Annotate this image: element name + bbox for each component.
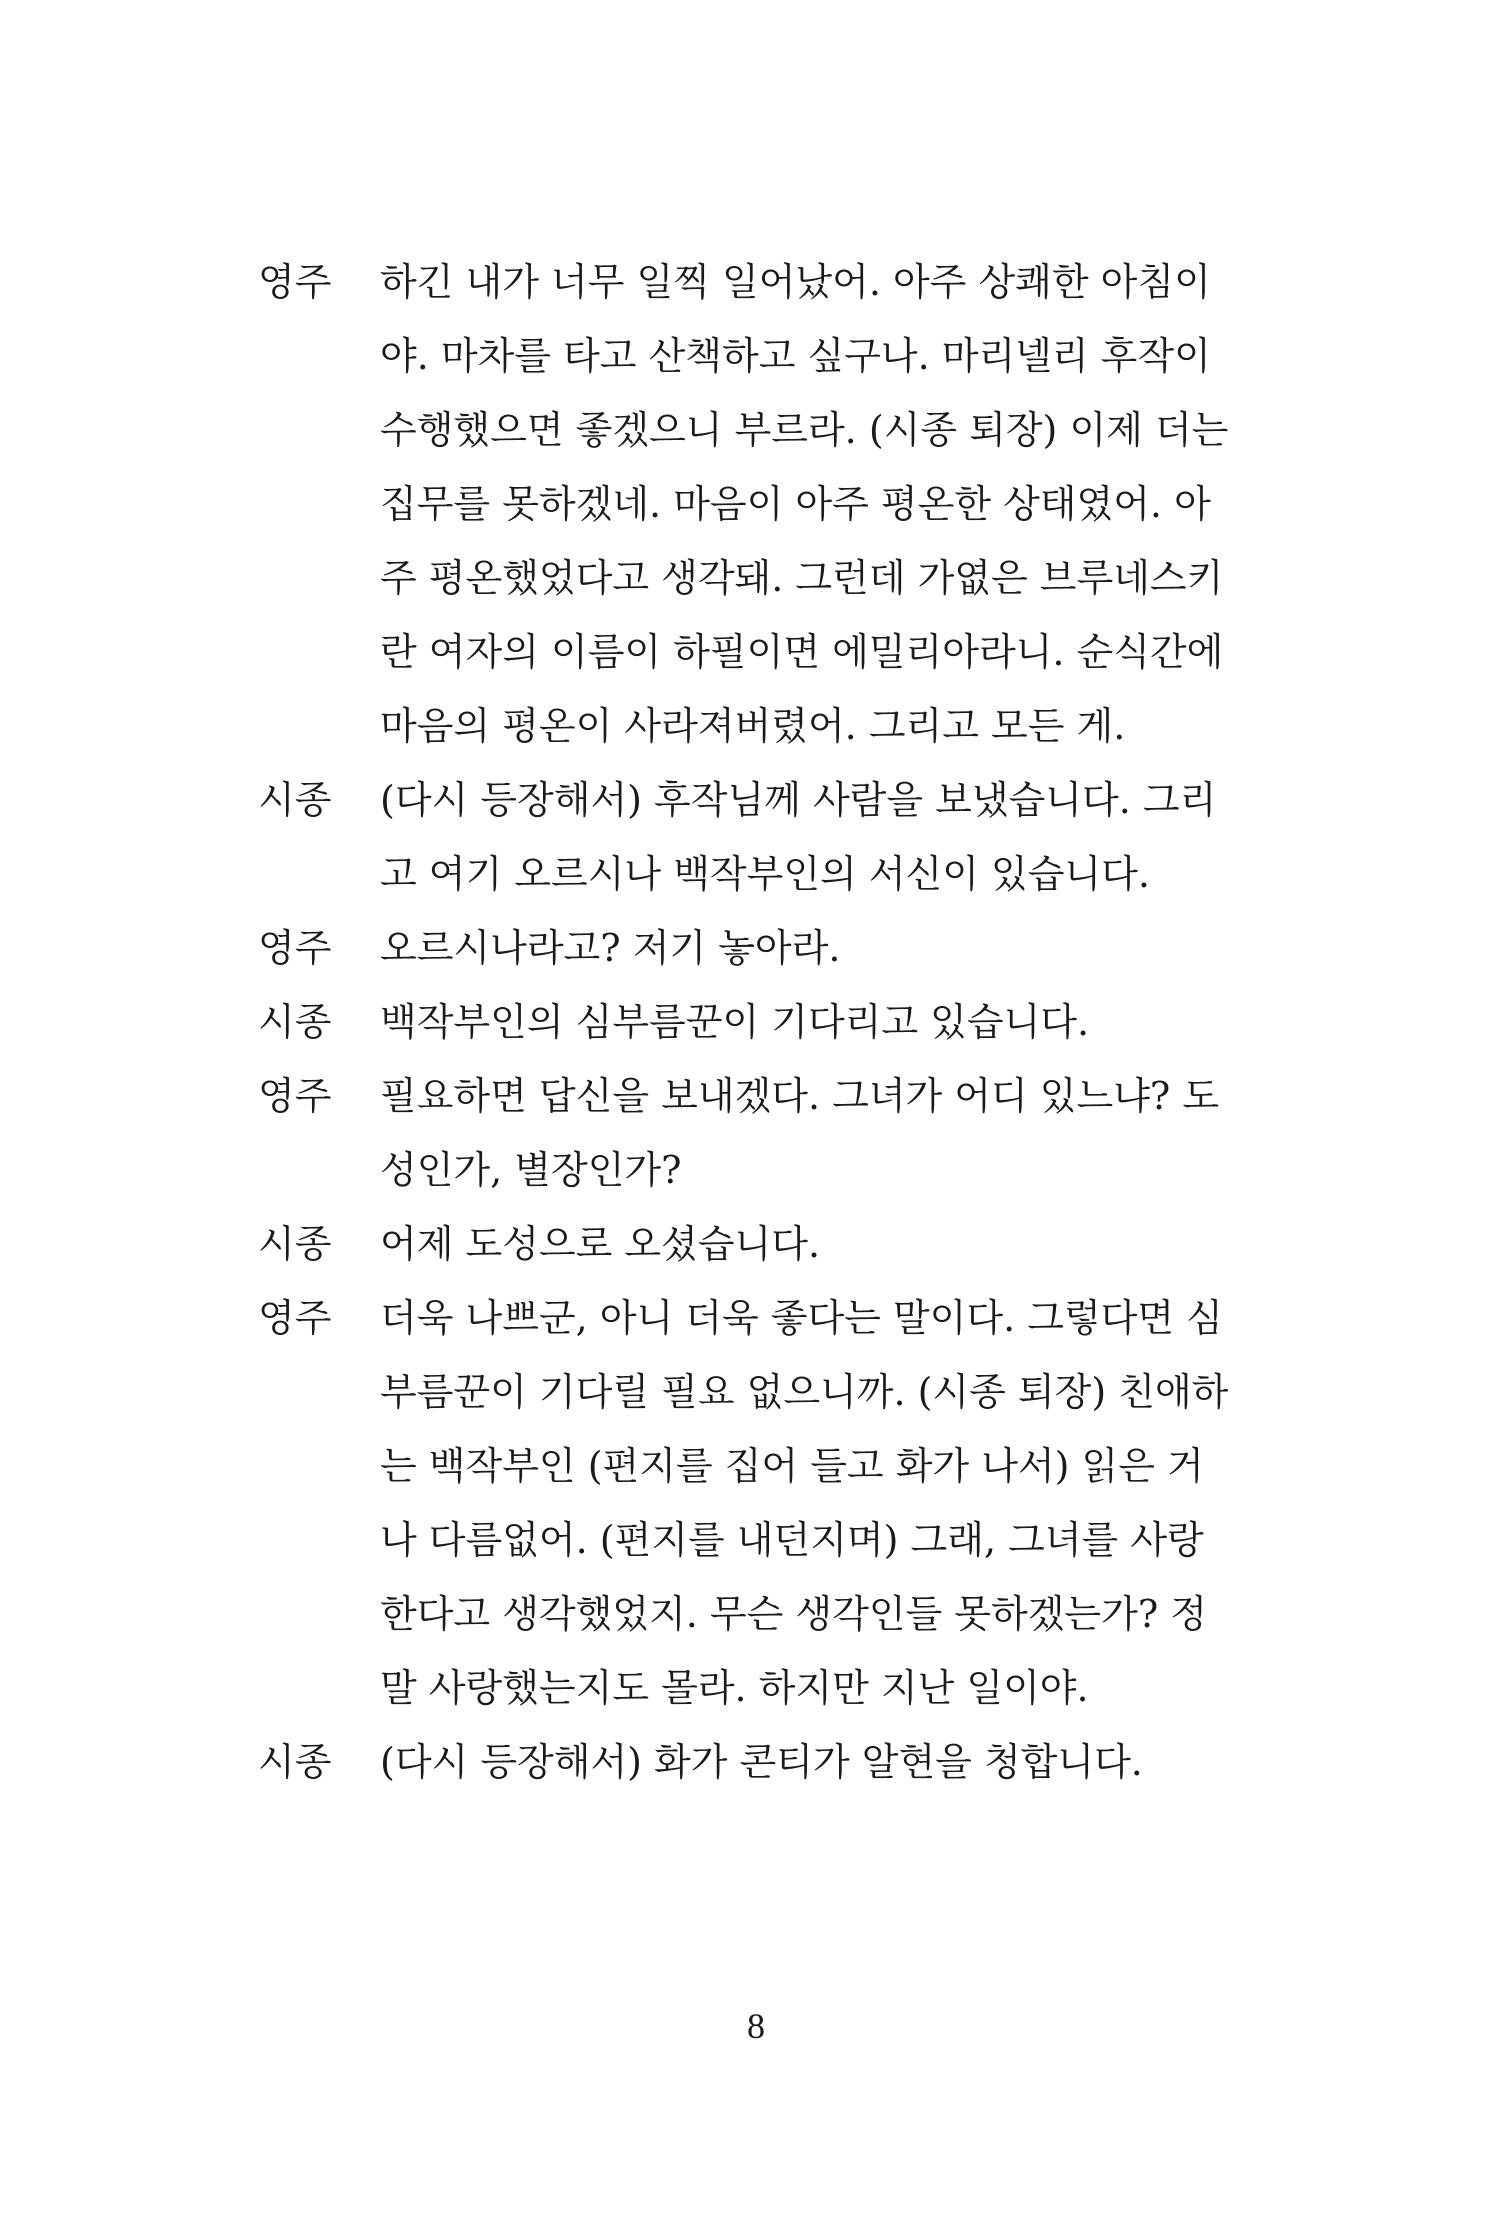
dialogue-entry: [258, 1059, 1258, 1207]
dialogue-text: [380, 763, 1258, 911]
speaker-name: 영주: [258, 260, 332, 304]
dialogue-text: [380, 1059, 1258, 1207]
dialogue-line: 오르시나라고? 저기 놓아라.: [380, 926, 841, 970]
dialogue-line: 필요하면 답신을 보내겠다. 그녀가 어디 있느냐? 도: [380, 1074, 1220, 1118]
dialogue-line: 부름꾼이 기다릴 필요 없으니까. (시종 퇴장) 친애하: [380, 1370, 1229, 1414]
dialogue-line: 나 다름없어. (편지를 내던지며) 그래, 그녀를 사랑: [380, 1518, 1204, 1562]
dialogue-line: 는 백작부인 (편지를 집어 들고 화가 나서) 읽은 거: [380, 1444, 1204, 1488]
speaker-name: 영주: [258, 926, 332, 970]
dialogue-line: 성인가, 별장인가?: [380, 1148, 682, 1192]
dialogue-line: 주 평온했었다고 생각돼. 그런데 가엾은 브루네스키: [380, 556, 1224, 600]
dialogue-text: [380, 1207, 1258, 1281]
dialogue-line: 어제 도성으로 오셨습니다.: [380, 1222, 821, 1266]
speaker-name: 시종: [258, 1000, 332, 1044]
page-number: 8: [747, 2006, 765, 2046]
play-script: [258, 245, 1258, 1799]
speaker-name: 영주: [258, 1296, 332, 1340]
dialogue-entry: [258, 1207, 1258, 1281]
dialogue-line: (다시 등장해서) 화가 콘티가 알현을 청합니다.: [380, 1740, 1143, 1784]
dialogue-line: 야. 마차를 타고 산책하고 싶구나. 마리넬리 후작이: [380, 334, 1211, 378]
dialogue-line: 고 여기 오르시나 백작부인의 서신이 있습니다.: [380, 852, 1150, 896]
dialogue-line: 수행했으면 좋겠으니 부르라. (시종 퇴장) 이제 더는: [380, 408, 1229, 452]
dialogue-text: [380, 245, 1258, 763]
dialogue-line: 집무를 못하겠네. 마음이 아주 평온한 상태였어. 아: [380, 482, 1211, 526]
dialogue-line: (다시 등장해서) 후작님께 사람을 보냈습니다. 그리: [380, 778, 1217, 822]
speaker-name: 시종: [258, 778, 332, 822]
dialogue-entry: [258, 1725, 1258, 1799]
dialogue-entry: [258, 911, 1258, 985]
speaker-name: 영주: [258, 1074, 332, 1118]
dialogue-text: [380, 911, 1258, 985]
dialogue-text: [380, 985, 1258, 1059]
speaker-name: 시종: [258, 1740, 332, 1784]
dialogue-line: 말 사랑했는지도 몰라. 하지만 지난 일이야.: [380, 1666, 1089, 1710]
dialogue-line: 하긴 내가 너무 일찍 일어났어. 아주 상쾌한 아침이: [380, 260, 1211, 304]
dialogue-line: 마음의 평온이 사라져버렸어. 그리고 모든 게.: [380, 704, 1126, 748]
dialogue-line: 더욱 나쁘군, 아니 더욱 좋다는 말이다. 그렇다면 심: [380, 1296, 1223, 1340]
dialogue-text: [380, 1281, 1258, 1725]
dialogue-line: 란 여자의 이름이 하필이면 에밀리아라니. 순식간에: [380, 630, 1224, 674]
dialogue-text: [380, 1725, 1258, 1799]
dialogue-line: 한다고 생각했었지. 무슨 생각인들 못하겠는가? 정: [380, 1592, 1208, 1636]
dialogue-entry: [258, 985, 1258, 1059]
dialogue-line: 백작부인의 심부름꾼이 기다리고 있습니다.: [380, 1000, 1090, 1044]
dialogue-entry: [258, 245, 1258, 763]
dialogue-entry: [258, 1281, 1258, 1725]
speaker-name: 시종: [258, 1222, 332, 1266]
dialogue-entry: [258, 763, 1258, 911]
